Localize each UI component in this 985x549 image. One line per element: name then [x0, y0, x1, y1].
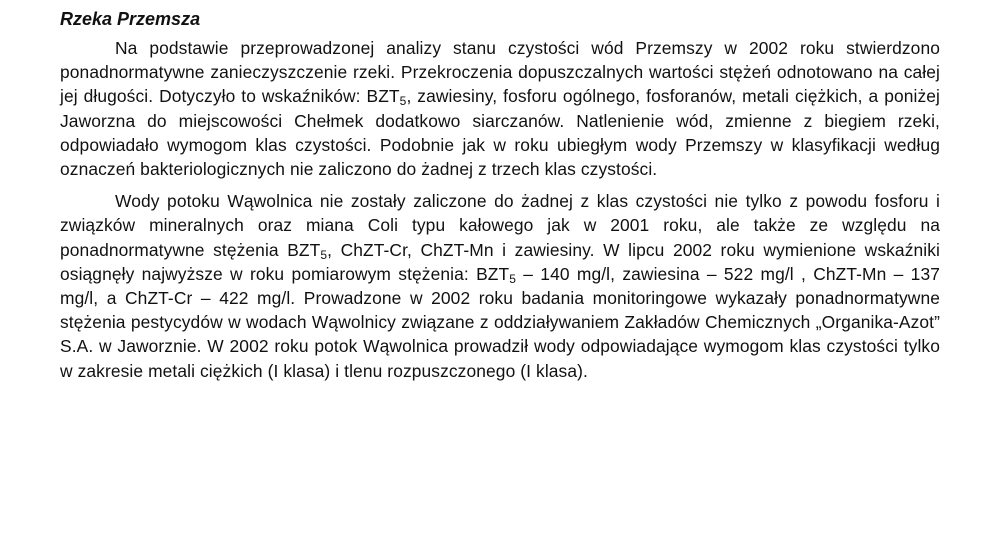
paragraph-text: , zawiesiny, fosforu ogólnego, fosforanów, metali ciężkich, a poniżej Jaworzna do miejscowości Chełmek dodatkowo siarczanów. Natlenienie wód, zmienne z biegiem rzeki, odpowiadało wymogom klas czystości. Podobnie jak w roku ubiegłym wody Przemszy w klasyfikacji według oznaczeń bakteriologicznych nie zaliczono do żadnej z trzech klas czystości.: [60, 86, 941, 180]
paragraph-wawolnica: [60, 189, 940, 383]
paragraph-przemsza: [60, 36, 940, 181]
section-title: Rzeka Przemsza: [60, 9, 201, 29]
subscript: 5: [399, 94, 407, 109]
paragraph-text: , ChZT-Cr, ChZT-Mn i zawiesiny. W lipcu 2002 roku wymienione wskaźniki osiągnęły najwyższe w roku pomiarowym stężenia: BZT: [60, 239, 940, 284]
paragraph-text: – 140 mg/l, zawiesina – 522 mg/l , ChZT-Mn – 137 mg/l, a ChZT-Cr – 422 mg/l. Prowadzone w 2002 roku badania monitoringowe wykazały ponadnormatywne stężenia pestycydów w wodach Wąwolnicy związane z oddziaływaniem Zakładów Chemicznych „Organika-Azot” S.A. w Jaworznie. W 2002 roku potok Wąwolnica prowadził wody odpowiadające wymogom klas czystości tylko w zakresie metali ciężkich (I klasa) i tlenu rozpuszczonego (I klasa).: [60, 263, 941, 381]
subscript: 5: [320, 247, 328, 262]
subscript: 5: [509, 271, 516, 286]
paragraph-text: Na podstawie przeprowadzonej analizy stanu czystości wód Przemszy w 2002 roku stwierdzono ponadnormatywne zanieczyszczenie rzeki. Przekroczenia dopuszczalnych wartości stężeń odnotowano na całej jej długości. Dotyczyło to wskaźników: BZT: [60, 38, 940, 107]
paragraph-text: Wody potoku Wąwolnica nie zostały zaliczone do żadnej z klas czystości nie tylko z powodu fosforu i związków mineralnych oraz miana Coli typu kałowego jak w 2001 roku, ale także ze względu na ponadnormatywne stężenia BZT: [60, 191, 940, 260]
document-page: [60, 6, 940, 391]
